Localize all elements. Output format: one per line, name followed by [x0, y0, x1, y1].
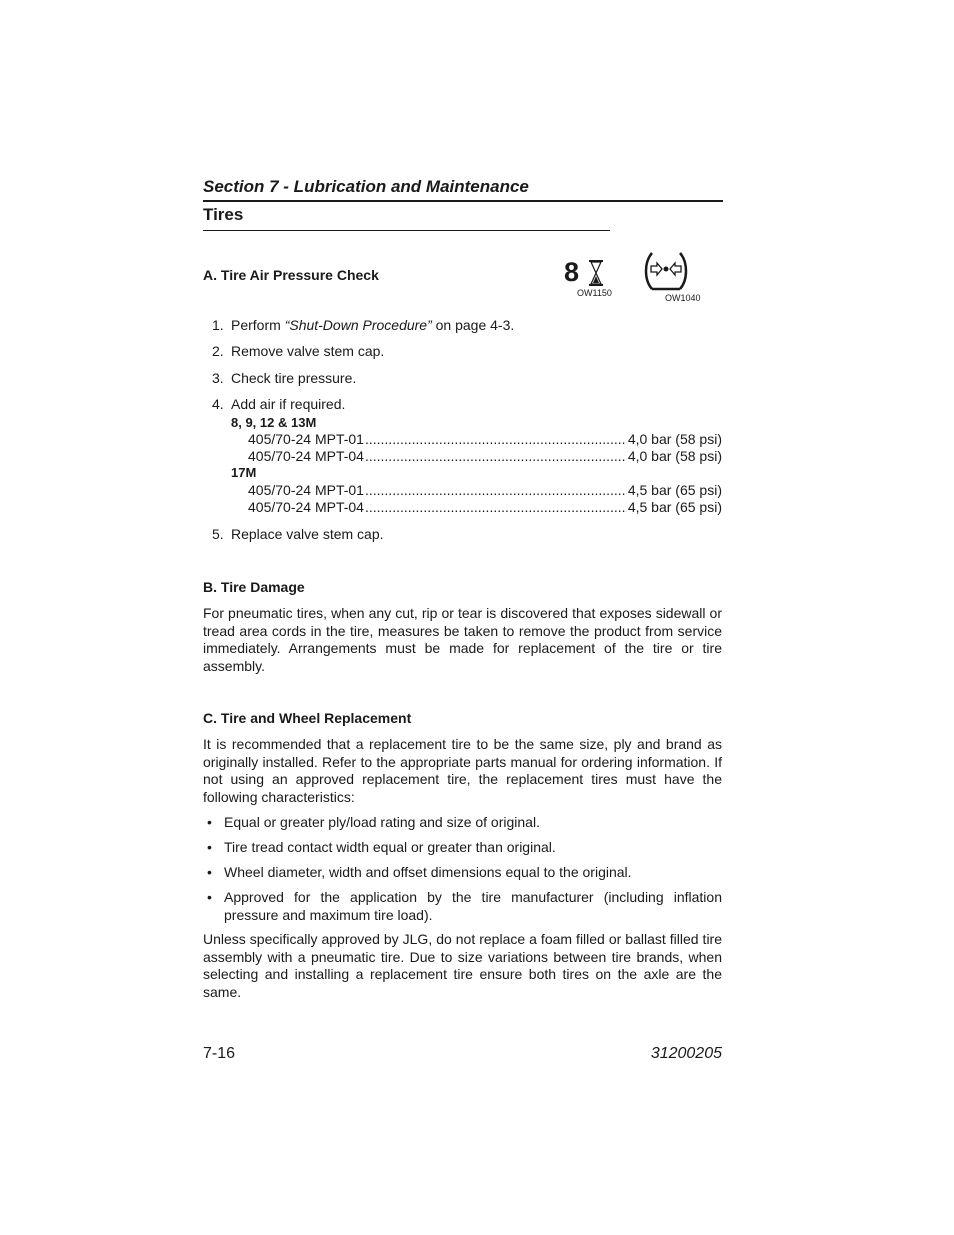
- pressure-code: OW1040: [665, 293, 701, 303]
- step-4: 4. Add air if required.: [212, 396, 346, 412]
- tire-damage-paragraph: For pneumatic tires, when any cut, rip or tear is discovered that exposes sidewall or tread area cords in the tire, measures be taken to remove the product from service immediately. Arrangements must be made for replacement of the tire or tire assembly.: [203, 605, 722, 674]
- section-c-heading: C. Tire and Wheel Replacement: [203, 710, 412, 726]
- replacement-closing-paragraph: Unless specifically approved by JLG, do not replace a foam filled or ballast filled tire assembly with a pneumatic tire. Due to size variations between tire brands, when selecting and installing a replacement tire ensure both tires on the axle are the same.: [203, 931, 722, 1000]
- list-item: • Tire tread contact width equal or greater than original.: [207, 839, 556, 855]
- step-5: 5. Replace valve stem cap.: [212, 526, 384, 542]
- replacement-intro-paragraph: It is recommended that a replacement tire to be the same size, ply and brand as originally installed. Refer to the appropriate parts manual for ordering information. If not using an approved replacement tire, the replacement tires must have the following characteristics:: [203, 736, 722, 805]
- tire-pressure-icon: [642, 250, 690, 292]
- model-group-heading: 17M: [231, 465, 257, 480]
- list-item: • Wheel diameter, width and offset dimensions equal to the original.: [207, 864, 632, 880]
- step-1: 1. Perform “Shut-Down Procedure” on page 4-3.: [212, 317, 515, 333]
- section-divider: [203, 200, 723, 202]
- section-a-heading: A. Tire Air Pressure Check: [203, 267, 379, 283]
- interval-indicator: [564, 256, 579, 288]
- interval-code: OW1150: [577, 288, 612, 298]
- section-b-heading: B. Tire Damage: [203, 579, 305, 595]
- document-number: 31200205: [650, 1045, 722, 1062]
- procedure-reference: “Shut-Down Procedure”: [284, 317, 432, 333]
- pressure-row: 405/70-24 MPT-01 ..... 4,5 bar (65 psi): [248, 482, 722, 498]
- list-item: • Approved for the application by the tire manufacturer (including inflation pressure and maximum tire load).: [207, 889, 722, 923]
- step-3: 3. Check tire pressure.: [212, 370, 357, 386]
- pressure-row: 405/70-24 MPT-01 ..... 4,0 bar (58 psi): [248, 431, 722, 447]
- page-title: Tires: [203, 205, 244, 224]
- section-title: Section 7 - Lubrication and Maintenance: [203, 177, 529, 196]
- title-underline: [203, 230, 610, 231]
- model-group-heading: 8, 9, 12 & 13M: [231, 415, 317, 430]
- pressure-row: 405/70-24 MPT-04 ..... 4,0 bar (58 psi): [248, 448, 722, 464]
- list-item: • Equal or greater ply/load rating and size of original.: [207, 814, 540, 830]
- step-2: 2. Remove valve stem cap.: [212, 343, 385, 359]
- hourglass-icon: [588, 260, 604, 286]
- page-number: 7-16: [203, 1045, 236, 1062]
- pressure-row: 405/70-24 MPT-04 ..... 4,5 bar (65 psi): [248, 499, 722, 515]
- interval-number: 8: [564, 257, 580, 287]
